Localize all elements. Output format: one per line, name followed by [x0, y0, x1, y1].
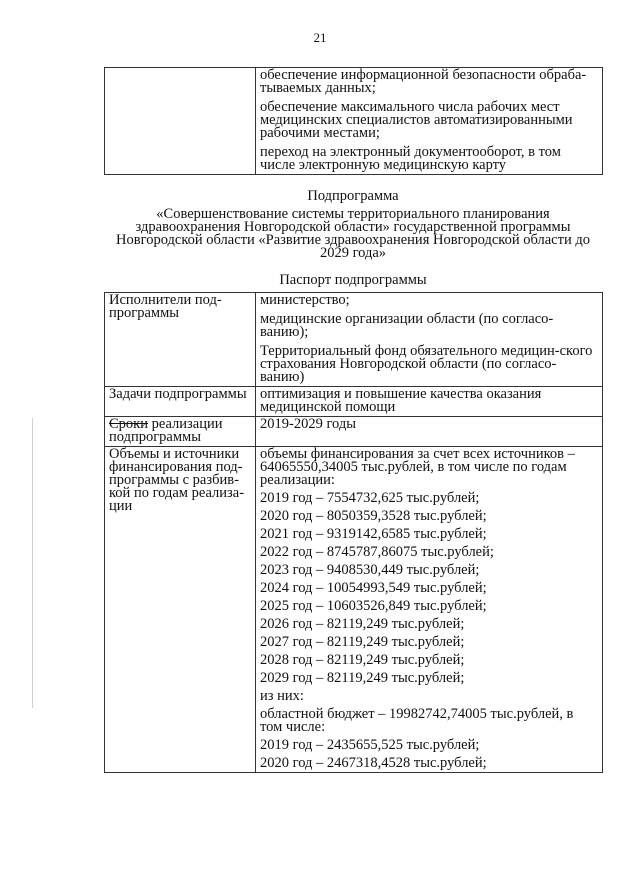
- financing-label: Объемы и источники финансирования под-программы с разбив-кой по годам реализа-ции: [109, 446, 245, 514]
- terms-value-cell: [256, 417, 603, 447]
- terms-label-cell: [105, 417, 256, 447]
- list-item: 2028 год – 82119,249 тыс.рублей;: [260, 652, 465, 668]
- list-item: переход на электронный документооборот, в том числе электронную медицинскую карту: [260, 144, 561, 173]
- executors-value-cell: [256, 293, 603, 387]
- financing-value-cell: [256, 447, 603, 773]
- tasks-label: Задачи подпрограммы: [109, 386, 247, 402]
- list-item: Территориальный фонд обязательного медицин-ского страхования Новгородской области (по согласо-ванию): [260, 343, 593, 385]
- list-item: 2020 год – 2467318,4528 тыс.рублей;: [260, 755, 487, 771]
- terms-label-rest: реализации подпрограммы: [109, 416, 223, 445]
- list-item: 2025 год – 10603526,849 тыс.рублей;: [260, 598, 487, 614]
- terms-label: [109, 418, 251, 444]
- passport-title: Паспорт подпрограммы: [279, 272, 427, 288]
- executors-label: Исполнители под-программы: [109, 292, 222, 321]
- table-row: [105, 387, 603, 417]
- list-item: медицинские организации области (по согласо-ванию);: [260, 311, 554, 340]
- tasks-value-cell: [256, 387, 603, 417]
- table-row: [105, 417, 603, 447]
- executors-label-cell: [105, 293, 256, 387]
- terms-label-struck: Сроки: [109, 416, 148, 432]
- empty-label-cell: [105, 68, 256, 175]
- list-item: 2020 год – 8050359,3528 тыс.рублей;: [260, 508, 487, 524]
- page-number: 21: [313, 30, 327, 45]
- list-item: 2019 год – 2435655,525 тыс.рублей;: [260, 737, 480, 753]
- subprogram-title: «Совершенствование системы территориального планирования здравоохранения Новгородской области» государственной программы Новгородской области «Развитие здравоохранения Новгородской области до 2029 года»: [116, 206, 590, 261]
- tasks-label-cell: [105, 387, 256, 417]
- scan-margin-line: [32, 418, 33, 708]
- list-item: 2022 год – 8745787,86075 тыс.рублей;: [260, 544, 494, 560]
- list-item: 2029 год – 82119,249 тыс.рублей;: [260, 670, 465, 686]
- list-item: обеспечение информационной безопасности обраба-тываемых данных;: [260, 67, 587, 96]
- continuation-table: [104, 67, 603, 175]
- list-item: из них:: [260, 688, 304, 704]
- table-row: [105, 68, 603, 175]
- terms-value: 2019-2029 годы: [260, 416, 356, 432]
- list-item: 2024 год – 10054993,549 тыс.рублей;: [260, 580, 487, 596]
- list-item: 2023 год – 9408530,449 тыс.рублей;: [260, 562, 480, 578]
- table-row: [105, 293, 603, 387]
- list-item: 2027 год – 82119,249 тыс.рублей;: [260, 634, 465, 650]
- financing-label-cell: [105, 447, 256, 773]
- list-item: министерство;: [260, 292, 350, 308]
- list-item: обеспечение максимального числа рабочих мест медицинских специалистов автоматизированными рабочими местами;: [260, 99, 573, 141]
- list-item: областной бюджет – 19982742,74005 тыс.рублей, в том числе:: [260, 706, 574, 735]
- list-item: 2026 год – 82119,249 тыс.рублей;: [260, 616, 465, 632]
- list-item: объемы финансирования за счет всех источников – 64065550,34005 тыс.рублей, в том числе по годам реализации:: [260, 446, 575, 488]
- list-item: 2021 год – 9319142,6585 тыс.рублей;: [260, 526, 487, 542]
- list-item: 2019 год – 7554732,625 тыс.рублей;: [260, 490, 480, 506]
- measures-cell: [256, 68, 603, 175]
- tasks-value: оптимизация и повышение качества оказания медицинской помощи: [260, 386, 542, 415]
- table-row: [105, 447, 603, 773]
- passport-table: [104, 292, 603, 773]
- subprogram-heading: Подпрограмма: [307, 188, 399, 204]
